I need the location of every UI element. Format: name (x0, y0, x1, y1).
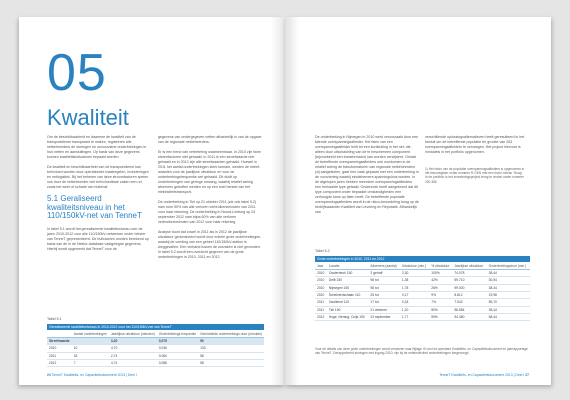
table-cell: 7 (72, 359, 109, 366)
paragraph: verschillende oplossingsalternatieven heeft geresulteerd in het besluit om de betreffende populatie ter grootte van 263 overspanningsafleiders te vervangen. Het project hiervoor is inmiddels in het portfolio opgenomen. (425, 135, 525, 154)
table-cell: 3,20 (109, 337, 157, 344)
table-cell: 50 (198, 337, 264, 344)
table-cell: 2010 (47, 345, 72, 352)
table-cell: 26% (429, 284, 452, 291)
outages-table (315, 256, 530, 321)
table-cell: Tiel 150 (327, 306, 369, 313)
table-cell: 4,74 (109, 359, 157, 366)
table-cell: 2010 (315, 269, 327, 276)
quality-table (47, 324, 264, 367)
table-cell: 58 (198, 359, 264, 366)
table-cell: 3 getroff (368, 269, 399, 276)
table-cell: Delft 150 (327, 277, 369, 284)
paragraph: Analyse toont dat zowel in 2011 als in 2012 de jaarlijkse uitvalduur gedomineerd wordt door enkele grote onderbrekingen, waarbij de voeding van een geheel 110/150kV-station is weggevallen. Een verband tussen de oorzaken is niet gevonden. In tabel 5.2 wordt een overzicht gegeven van de grote onderbrekingen in 2010, 2011 en 2012. (158, 230, 262, 259)
paragraph: De kwaliteit en beschikbaarheid van de transportdienst kan beïnvloed worden door operationele maatregelen, investeringen en netlogistiek. Bij het beheren van deze stroomfactoren spelen ook door de netbeheerder niet beïnvloedbare zaken een rol, zoals het weer of schade van buitenaf. (47, 165, 149, 189)
table-cell: 99.000 (452, 284, 486, 291)
page-footer (439, 373, 529, 377)
table-cell: 2012 (315, 314, 327, 321)
table-cell: 74.078 (452, 269, 486, 276)
table-header: Onderbrekings-frequentie (158, 331, 197, 336)
table-header: Uitvalduur (min.) (400, 262, 429, 269)
table-cell: 50% (429, 306, 452, 313)
table-cell: 98 tot (368, 277, 399, 284)
table-cell: 30,54 (487, 277, 530, 284)
table-header: Jaar (315, 262, 327, 269)
table-label: Tabel 5.2 (315, 249, 330, 253)
table-cell: Oosterhesh 150 (327, 269, 369, 276)
gutter-shadow (285, 17, 299, 385)
table-cell: 98.584 (452, 306, 486, 313)
paragraph: In tabel 5.1 wordt het gerealiseerde kwaliteitsniveau over de jaren 2010-2012 voor alle 110/150kV-netwerken onder beheer van TenneT gepresenteerd. De indicatoren worden berekend op basis van de in de Nestor-database vastgelegde gegevens. Hierbij wordt opgemerkt dat TenneT voor de (47, 226, 149, 251)
table-header: Gemiddelde onderbrekings-duur (minuten) (200, 331, 263, 336)
table-cell: 0,088 (157, 359, 198, 366)
table-cell: 2011 (315, 299, 327, 306)
paragraph: Om de beschikbaarheid en daarmee de kwaliteit van de transportdienst transparant te maken, registreren alle netbeheerders de storingen en onvoorziene onderbrekingen in hun netten en aansluitingen. Op basis van deze gegevens kunnen kwaliteitsindicatoren bepaald worden. (47, 135, 147, 159)
page-number: 27 (525, 373, 529, 377)
paragraph: Er is een trend van verbetering waarneembaar. In 2010 zijn twee storenfactoren niet gehaald; in 2011 is een stroefwaarde niet gehaald en in 2012 zijn alle streefwaarden gehaald. Hoewel in 2011 het aantal onderbrekingen sterk toenam, werden de streef-waarden voor de jaarlijkse uitvalduur en voor de onderbrekingsfrequentie wel gehaald. Dit duidt op onderbrekingen van geringe omvang, waarbij relatief weinig afnemers getroffen werden en op een snel herstel van het elektriciteitstransport. (158, 150, 261, 194)
table-cell: 1,77 (400, 314, 429, 321)
table-cell: 4,70 (109, 345, 157, 352)
table-row (315, 299, 530, 306)
table-cell: 25 tot (368, 291, 399, 298)
page-number: 24 (47, 373, 51, 377)
left-column-1 (47, 135, 151, 257)
table-cell: 0,036 (157, 345, 198, 352)
table-cell: Hoge, Nentug, Cuijk 150 (327, 314, 369, 321)
table-cell: 94.480 (452, 314, 486, 321)
footer-text: TenneT Kwaliteits- en Capaciteitsdocument 2013 | Deel I (439, 373, 525, 377)
table-cell: Streefwaarde (49, 338, 70, 343)
gutter-shadow (271, 17, 285, 385)
table-row (315, 277, 530, 284)
table-header: % uitvalduur (429, 262, 452, 269)
table-cell: 0,075 (157, 337, 198, 344)
table-cell: 24 september (368, 314, 399, 321)
right-column-1 (315, 135, 419, 220)
table-cell: 0,17 (400, 291, 429, 298)
table-caption: Grote onderbrekingen in 2010, 2011 en 2012 (315, 256, 530, 262)
table-row (315, 269, 530, 276)
chapter-title: Kwaliteit (47, 105, 129, 130)
table-cell: 2,74 (109, 352, 157, 359)
table-header: Aantal onderbrekingen (73, 331, 107, 336)
table-cell: 0,060 (157, 352, 198, 359)
left-column-2 (158, 135, 262, 265)
table-cell: 2011 (47, 352, 72, 359)
table-cell: 2010 (315, 277, 327, 284)
table-cell: 59% (429, 314, 452, 321)
table-cell: 9% (429, 291, 452, 298)
table-label: Tabel 5.1 (47, 317, 62, 321)
table-row (47, 337, 264, 344)
right-column-2 (425, 135, 529, 184)
table-header: Jaarlijkse uitvalduur (minuten) (110, 331, 155, 336)
table-cell: 38,44 (487, 284, 530, 291)
table-cell: 17 tot (368, 299, 399, 306)
table-header (47, 330, 72, 337)
table-cell: 58,44 (487, 314, 530, 321)
table-cell: 8.812 (452, 291, 486, 298)
table-cell: 2,30 (400, 269, 429, 276)
outages-table-body (315, 269, 530, 321)
table-cell: 7.542 (452, 299, 486, 306)
table-cell: 2011 (315, 306, 327, 313)
table-cell: 56,70 (487, 299, 530, 306)
table-cell: 18 (72, 352, 109, 359)
table-cell: 1,78 (400, 284, 429, 291)
table-cell: 2010 (315, 284, 327, 291)
table-cell: 1,20 (400, 306, 429, 313)
table-cell (72, 337, 109, 344)
table-cell: 19,98 (487, 291, 530, 298)
table-row (315, 284, 530, 291)
table-cell: 0,18 (400, 299, 429, 306)
table-header: Locatie (327, 262, 369, 269)
table-row (315, 306, 530, 313)
table-row (315, 314, 530, 321)
table-cell: 59.710 (452, 277, 486, 284)
table-row (47, 345, 264, 352)
table-cell: Zwolleind 110 (327, 299, 369, 306)
table-cell: Schelverdschaan 110 (327, 291, 369, 298)
table-header: Afnemers (aantal) (368, 262, 399, 269)
table-cell: 7% (429, 299, 452, 306)
footnote: 1) Het risico van de populatie overspanningsafleiders is opgenomen in het risicoregister onder nummer R-GEN met een risico-niveau 'Hoog'. In de portfolio is het investeringsproject terug te vinden onder nummer 200-386 (425, 167, 525, 184)
table-cell: 42% (429, 277, 452, 284)
table-row (47, 352, 264, 359)
table-cell: 2010 (315, 291, 327, 298)
table-header: Onderbrekingsduur (min.) (487, 262, 530, 269)
table-note: Voor de details van deze grote onderbrekingen wordt verwezen naar Bijlage III van het openbare Kwaliteits- en Capaciteitsdocument en jaarrapportage van TenneT. Gerapporteerd storingen met ingang 2010; zijn bij de netelectriciteit onderbrekingen toegevoegd. (315, 347, 528, 356)
table-row (315, 291, 530, 298)
table-cell: 2012 (47, 359, 72, 366)
table-header: Jaarlijkse uitvalduur (452, 262, 486, 269)
page-footer (47, 373, 137, 377)
table-cell: 38,44 (487, 306, 530, 313)
table-cell: 100% (429, 269, 452, 276)
paragraph: De onderbreking in Nijmegen in 2010 werd veroorzaakt door een falende overspanningsafleider. Het falen van een overspanningsafleider leidt tot een kortsluiting in het net; die, alleen door uitschakeling van de te beschermen component (bijvoorbeeld een transformator) kan worden verwijderd. Omdat de betreffende overspanningsafleiders ook voorkomen in de relatief weinig de transformatoren van regionale netbeheerders (zij aangesloten, gaat hen vaak gepaard met een onderbreking in de voorziening waarbij eindafnemers spanningsloos worden. In de afgelopen jaren hebben meerdere overspanningsafleiders een herhaalde type gefaald. Onderzoek heeft aangetoond dat dit type component onder bepaalde omstandigheden een verhoogde kans op falen heeft. De betreffende populatie overspanningsafleiders wordt in de risico-beoordeling hoog op de bedrijfswaarden Kwaliteit van Levering en Reputatie. Afhankelijk van (315, 135, 419, 214)
paragraph: De onderbreking in Tiel op 21 oktober 2011 (zie ook tabel 5.2) nam ruim 50% van alle verloren verbruikersminuten van 2011 voor haar rekening. De onderbreking in Noord-Limburg op 24 september 2012 nam bijna 60% van alle verloren verbruikersminuten van 2012 voor haar rekening. (158, 200, 257, 224)
table-cell: 21 afnemer (368, 306, 399, 313)
table-cell: 10 (72, 345, 109, 352)
table-cell: 133 (198, 345, 264, 352)
table-cell: 98 tot (368, 284, 399, 291)
paragraph: gegevens van ondergegeven netten afhankelijk is van de opgave van de regionale netbeheerders. (158, 135, 262, 144)
left-page (19, 17, 285, 385)
table-row (47, 359, 264, 366)
table-cell: Nijmegen 150 (327, 284, 369, 291)
footer-text: TenneT Kwaliteits- en Capaciteitsdocument 2013 | Deel I (51, 373, 137, 377)
section-heading: 5.1 Geraliseerd kwaliteitsniveau in het 110/150kV-net van TenneT (47, 194, 142, 220)
table-cell: 58 (198, 352, 264, 359)
table-cell: 1,38 (400, 277, 429, 284)
table-cell: 38,44 (487, 269, 530, 276)
chapter-number: 05 (47, 44, 107, 102)
table-caption: Gerealiseerde kwaliteitsniveaus in 2010-2012 voor het 110/150kV-net van TenneT (47, 324, 264, 330)
right-page (285, 17, 551, 385)
